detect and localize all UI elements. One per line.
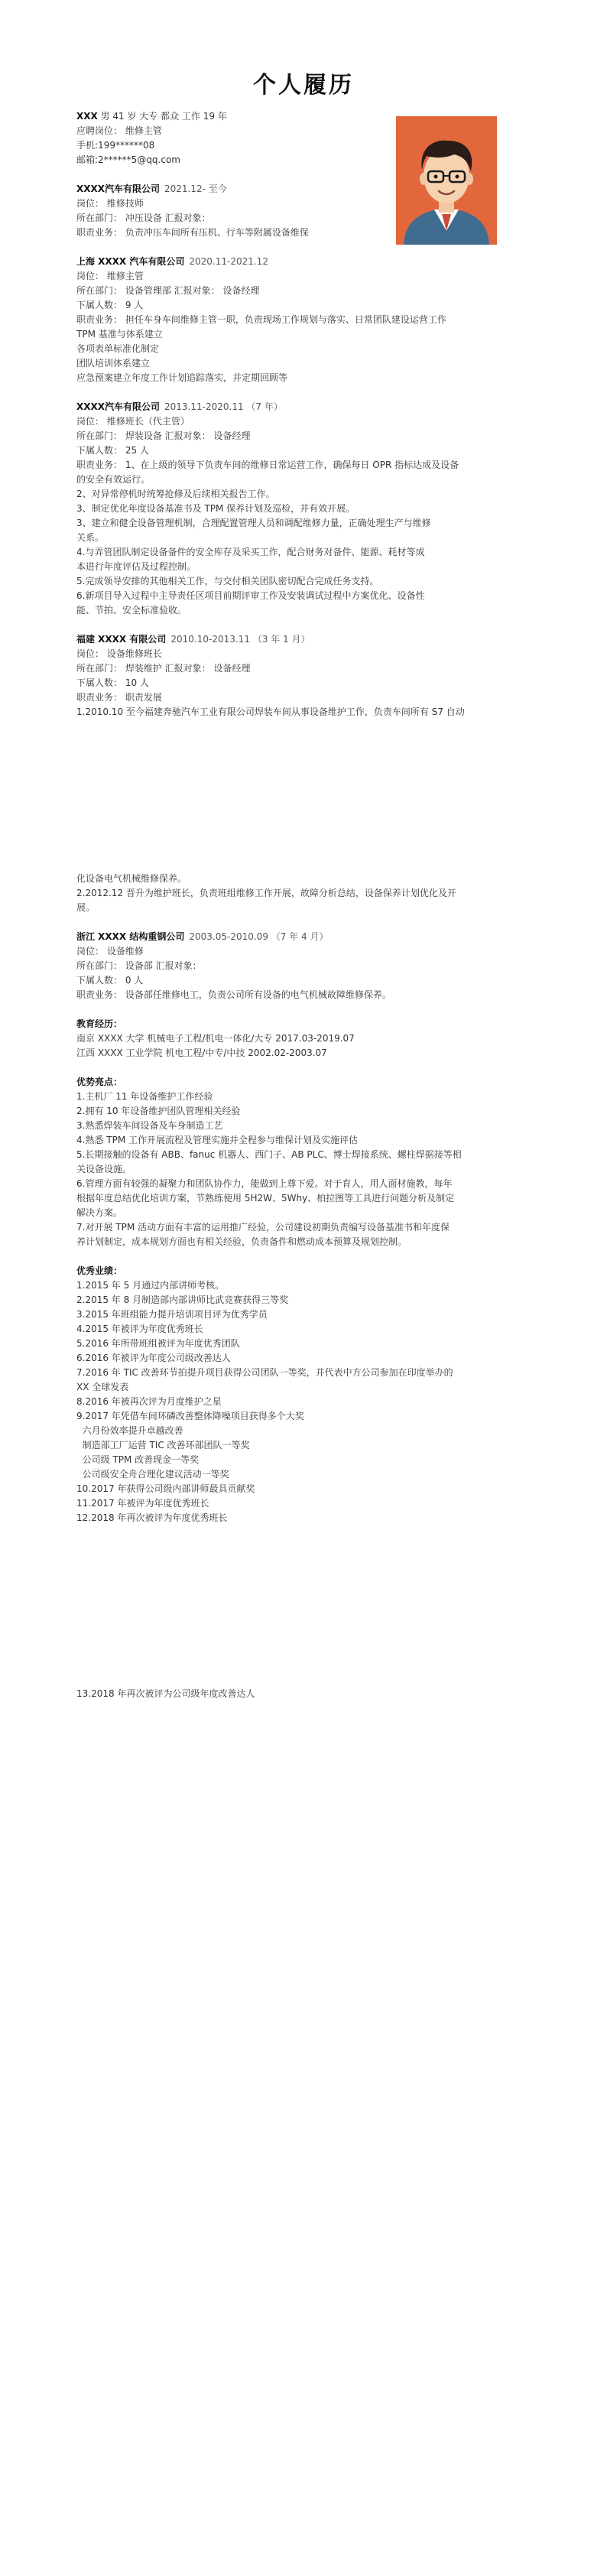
job-detail: 岗位： 维修主管 [76,271,144,281]
job-company: 上海 XXXX 汽车有限公司 [76,256,185,267]
job-detail: 所在部门： 设备部 汇报对象： [76,960,202,971]
award-item: 7.2016 年 TIC 改善环节拍提升项目获得公司团队一等奖，并代表中方公司参加在印度举办的 [76,1367,453,1378]
award-item: 2.2015 年 8 月制造部内部讲师比武竞赛获得三等奖 [76,1294,289,1305]
avatar-illustration [396,116,497,245]
job-detail: 职责业务： 担任车身车间维修主管一职，负责现场工作规划与落实、日常团队建设运营工作 [76,314,446,325]
job-detail: 4.与弄管团队制定设备备件的安全库存及采买工作，配合财务对备件、能源、耗材等成 [76,547,425,557]
job-heading [76,632,310,646]
job-detail: 下属人数： 25 人 [76,445,149,456]
job-detail: 本进行年度评估及过程控制。 [76,561,196,572]
job-detail: 2、对异常停机时统筹抢修及后续相关报告工作。 [76,489,275,499]
award-item: 9.2017 年凭借车间环磷改善整体降噪项目获得多个大奖 [76,1411,304,1421]
page-title: 个人履历 [253,72,354,99]
job-detail: 岗位： 维修技师 [76,198,144,209]
advantage-item: 解决方案。 [76,1207,123,1218]
job-detail: 团队培训体系建立 [76,358,151,369]
job-detail: 1.2010.10 至今福建奔驰汽车工业有限公司焊装车间从事设备维护工作，负责车间所有 S7 自动 [76,707,465,717]
job-company: XXXX汽车有限公司 [76,184,161,194]
award-item: 3.2015 年班组能力提升培训项目评为优秀学员 [76,1309,268,1320]
job-detail: 的安全有效运行。 [76,474,151,485]
job-detail: 职责业务： 负责冲压车间所有压机、行车等附属设备维保 [76,227,309,238]
advantage-item: 4.熟悉 TPM 工作开展流程及管理实施并全程参与维保计划及实施评估 [76,1135,359,1145]
advantage-item: 3.熟悉焊装车间设备及车身制造工艺 [76,1120,223,1131]
education-item: 江西 XXXX 工业学院 机电工程/中专/中技 2002.02-2003.07 [76,1048,327,1058]
job-detail: 下属人数： 9 人 [76,300,144,310]
awards-heading: 优秀业绩： [76,1265,123,1276]
advantage-item: 2.拥有 10 年设备维护团队管理相关经验 [76,1106,241,1116]
job-heading [76,255,268,268]
advantages-heading: 优势亮点： [76,1077,123,1087]
award-item: 4.2015 年被评为年度优秀班长 [76,1324,203,1334]
award-item: 1.2015 年 5 月通过内部讲师考核。 [76,1280,225,1291]
job-detail: 职责业务： 职责发展 [76,692,162,703]
advantage-item: 6.管理方面有较强的凝聚力和团队协作力，能做到上尊下爱。对于育人，用人面材施教，每年 [76,1178,453,1189]
advantage-item: 养计划制定，成本规划方面也有相关经验，负责备件和燃动成本预算及规划控制。 [76,1236,407,1247]
applied-position: 应聘岗位： 维修主管 [76,125,162,136]
job-date: 2010.10-2013.11 （3 年 1 月） [170,634,310,645]
job-heading [76,182,227,196]
job-detail: 岗位： 设备维修 [76,946,144,957]
job-date: 2013.11-2020.11 （7 年） [164,401,283,412]
advantage-item: 关设备设施。 [76,1164,132,1174]
job-detail: 下属人数： 0 人 [76,975,144,986]
job-detail: 所在部门： 冲压设备 汇报对象： [76,213,211,223]
advantage-item: 7.对开展 TPM 活动方面有丰富的运用推广经验，公司建设初期负责编写设备基准书和年度保 [76,1222,450,1233]
job-heading [76,400,283,414]
job-detail: 岗位： 维修班长（代主管） [76,416,190,427]
candidate-name: XXX [76,111,98,122]
job-detail: 所在部门： 焊装设备 汇报对象： 设备经理 [76,430,251,441]
job-detail: 下属人数： 10 人 [76,677,149,688]
job-company: XXXX汽车有限公司 [76,401,161,412]
job-detail: 关系。 [76,532,105,543]
job-detail: 职责业务： 1、在上级的领导下负责车间的维修日常运营工作，确保每日 OPR 指标达成及设备 [76,460,459,470]
candidate-info: 男 41 岁 大专 都众 工作 19 年 [100,111,227,122]
award-item: 10.2017 年获得公司级内部讲师最具贡献奖 [76,1483,255,1494]
advantage-item: 根据年度总结优化培训方案，节熟练使用 5H2W、5Why、柏拉图等工具进行问题分析及制定 [76,1193,455,1204]
award-item: 5.2016 年所带班组被评为年度优秀团队 [76,1338,240,1349]
job-detail: 化设备电气机械维修保养。 [76,873,187,884]
job-detail: 岗位： 设备维修班长 [76,648,162,659]
award-item: 六月份效率提升卓越改善 [76,1425,183,1436]
header-name-line [76,109,227,123]
job-detail: 应急预案建立年度工作计划追踪落实，并定期回顾等 [76,372,288,383]
award-item: 6.2016 年被评为年度公司级改善达人 [76,1353,231,1363]
phone: 手机:199******08 [76,140,155,151]
job-detail: 所在部门： 设备管理部 汇报对象： 设备经理 [76,285,260,296]
job-detail: 各项表单标准化制定 [76,343,160,354]
advantage-item: 1.主机厂 11 年设备维护工作经验 [76,1091,213,1102]
job-detail: 3、建立和健全设备管理机制，合理配置管理人员和调配维修力量，正确处理生产与维修 [76,518,431,528]
award-item: 11.2017 年被评为年度优秀班长 [76,1498,209,1509]
job-date: 2021.12- 至今 [164,184,227,194]
award-item: XX 全球发表 [76,1382,129,1392]
job-company: 福建 XXXX 有限公司 [76,634,167,645]
avatar [396,116,497,245]
job-date: 2020.11-2021.12 [189,256,268,267]
job-date: 2003.05-2010.09 （7 年 4 月） [189,931,329,942]
award-item: 8.2016 年被再次评为月度维护之星 [76,1396,222,1407]
award-item: 13.2018 年再次被评为公司级年度改善达人 [76,1688,255,1699]
job-detail: 职责业务： 设备部任维修电工，负责公司所有设备的电气机械故障维修保养。 [76,989,391,1000]
advantage-item: 5.长期接触的设备有 ABB、fanuc 机器人、西门子、AB PLC、博士焊接系统、螺柱焊据接等相 [76,1149,462,1160]
award-item: 公司级 TPM 改善现金一等奖 [76,1454,200,1465]
job-detail: 3、制定优化年度设备基准书及 TPM 保养计划及巡检，并有效开展。 [76,503,355,514]
award-item: 公司级安全舟合理化建议活动一等奖 [76,1469,229,1480]
job-detail: 能、节拍、安全标准验收。 [76,605,187,616]
job-detail: 5.完成领导安排的其他相关工作，与交付相关团队密切配合完成任务支持。 [76,576,379,586]
award-item: 制造部工厂运营 TIC 改善环部团队一等奖 [76,1440,250,1450]
award-item: 12.2018 年再次被评为年度优秀班长 [76,1512,228,1523]
job-detail: 2.2012.12 晋升为维护班长，负责班组维修工作开展，故障分析总结，设备保养计划优化及开 [76,888,456,898]
job-company: 浙江 XXXX 结构重钢公司 [76,931,185,942]
education-heading: 教育经历： [76,1018,123,1029]
job-heading [76,930,328,944]
job-detail: 6.新项目导入过程中主导责任区项目前期评审工作及安装调试过程中方案优化、设备性 [76,590,425,601]
job-detail: 展。 [76,902,96,913]
job-detail: 所在部门： 焊装维护 汇报对象： 设备经理 [76,663,251,674]
email: 邮箱:2******5@qq.com [76,154,180,165]
education-item: 南京 XXXX 大学 机械电子工程/机电一体化/大专 2017.03-2019.07 [76,1033,355,1044]
job-detail: TPM 基准与体系建立 [76,329,163,339]
